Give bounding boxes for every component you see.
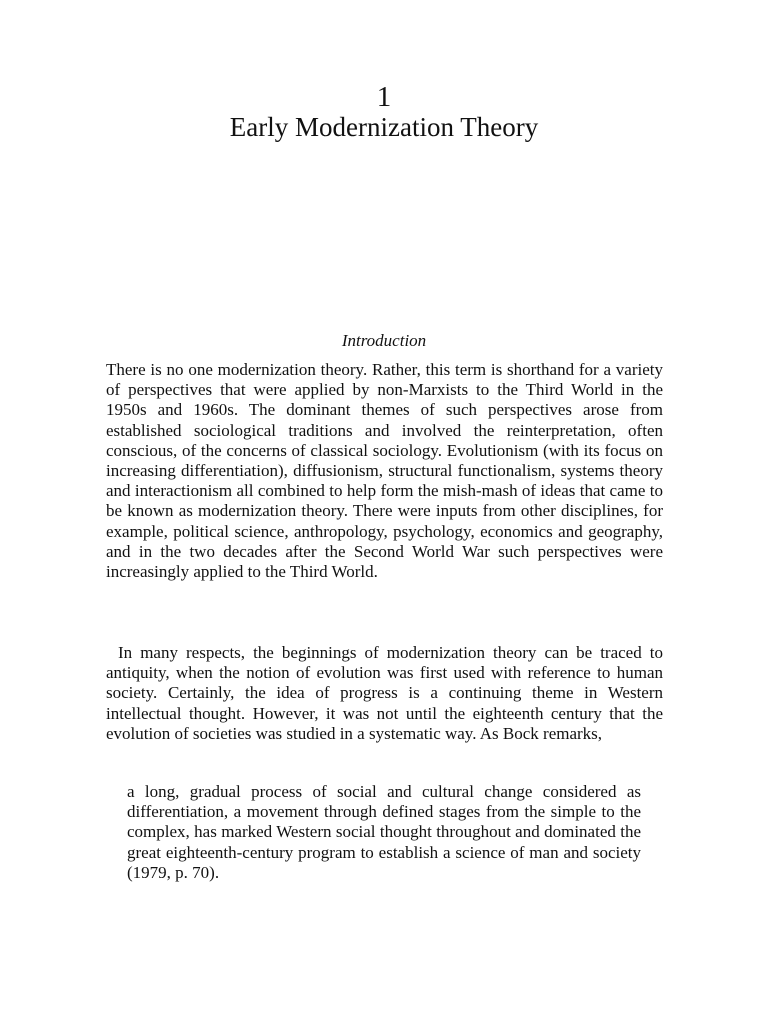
section-heading: Introduction	[341, 331, 427, 350]
paragraph-text: There is no one modernization theory. Rather, this term is shorthand for a variety of perspectives that were applied by non-Marxists to the Third World in the 1950s and 1960s. The dominant themes of such perspectives arose from established sociological traditions and involved the reinterpretation, often conscious, of the concerns of classical sociology. Evolutionism (with its focus on increasing differentiation), diffusionism, structural functionalism, systems theory and interactionism all combined to help form the mish-mash of ideas that came to be known as modernization theory. There were inputs from other disciplines, for example, political science, anthropology, psychology, economics and geography, and in the two decades after the Second World War such perspectives were increasingly applied to the Third World.	[106, 360, 663, 582]
quote-text: a long, gradual process of social and cultural change considered as differentiation, a movement through defined stages from the simple to the complex, has marked Western social thought throughout and dominated the great eighteenth-century program to establish a science of man and society (1979, p. 70).	[127, 782, 641, 882]
paragraph-text: In many respects, the beginnings of modernization theory can be traced to antiquity, when the notion of evolution was first used with reference to human society. Certainly, the idea of progress is a continuing theme in Western intellectual thought. However, it was not until the eighteenth century that the evolution of societies was studied in a systematic way. As Bock remarks,	[106, 643, 663, 743]
chapter-title: Early Modernization Theory	[229, 112, 539, 142]
block-quote	[127, 782, 641, 883]
body-paragraph-1	[106, 360, 663, 582]
chapter-number: 1	[376, 81, 392, 113]
body-paragraph-2	[106, 643, 663, 744]
